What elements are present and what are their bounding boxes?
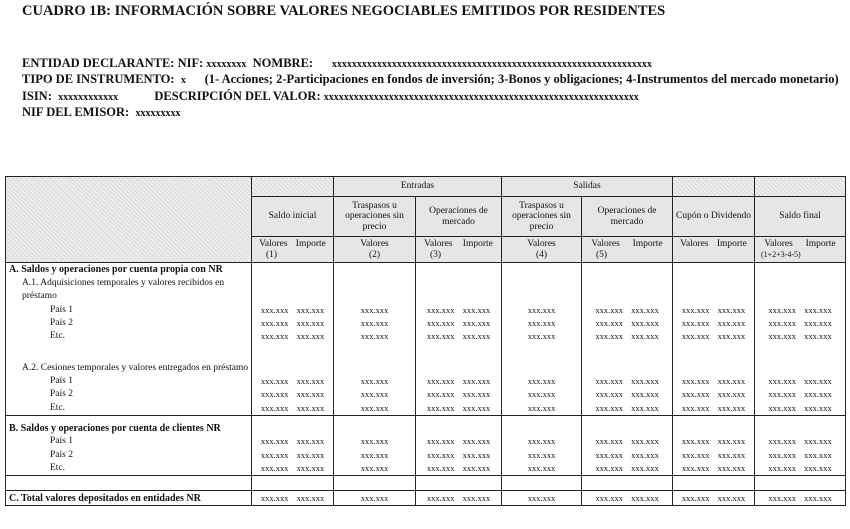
- entidad-line: [22, 56, 652, 71]
- nombre-value: xxxxxxxxxxxxxxxxxxxxxxxxxxxxxxxxxxxxxxxxxxxxxxxxxxxxxxxxxxxxxxxx: [331, 59, 652, 70]
- table-row: [6, 276, 846, 303]
- sub-traspasos-salidas: Valores (4): [502, 237, 582, 263]
- country-label: País 1: [6, 435, 252, 448]
- country-label: País 2: [6, 317, 252, 330]
- header-corner: [6, 177, 252, 263]
- col-traspasos-salidas: Traspasos u operaciones sin precio: [502, 197, 582, 237]
- table-row: Etc. xxx.xxx xxx.xxx xxx.xxx xxx.xxx xxx.xxx xxx.xxx xxx.xxx xxx.xxx xxx.xxx xxx.xxx xxx.xxx xxx.xxx: [6, 401, 846, 415]
- col-cupon-dividendo: Cupón o Dividendo: [673, 197, 755, 237]
- desc-label: DESCRIPCIÓN DEL VALOR:: [154, 89, 321, 103]
- country-label: Etc.: [6, 401, 252, 415]
- table-row: País 2 xxx.xxx xxx.xxx xxx.xxx xxx.xxx xxx.xxx xxx.xxx xxx.xxx xxx.xxx xxx.xxx xxx.xxx xxx.xxx xxx.xxx: [6, 388, 846, 401]
- country-label: País 1: [6, 303, 252, 316]
- table-row: [6, 263, 846, 277]
- tipo-value: x: [180, 75, 186, 86]
- nif-emisor-value: xxxxxxxxx: [135, 108, 181, 119]
- table-row: Etc. xxx.xxx xxx.xxx xxx.xxx xxx.xxx xxx.xxx xxx.xxx xxx.xxx xxx.xxx xxx.xxx xxx.xxx xxx.xxx xxx.xxx: [6, 330, 846, 343]
- table-row: País 1 xxx.xxx xxx.xxx xxx.xxx xxx.xxx xxx.xxx xxx.xxx xxx.xxx xxx.xxx xxx.xxx xxx.xxx xxx.xxx xxx.xxx: [6, 303, 846, 316]
- sub-operaciones-entradas: Valores Importe (3): [416, 237, 502, 263]
- subsection-a2-label: A.2. Cesiones temporales y valores entregados en préstamo: [6, 344, 252, 375]
- sub-cupon: Valores Importe: [673, 237, 755, 263]
- nif-value: xxxxxxxx: [206, 59, 247, 70]
- nif-emisor-line: [22, 105, 180, 120]
- group-entradas: Entradas: [334, 177, 502, 197]
- col-saldo-inicial: Saldo inicial: [252, 197, 334, 237]
- country-label: Etc.: [6, 462, 252, 476]
- table-row-total: C. Total valores depositados en entidades NR xxx.xxx xxx.xxx xxx.xxx xxx.xxx xxx.xxx xxx.xxx xxx.xxx xxx.xxx xxx.xxx xxx.xxx xxx.xxx xxx.xxx: [6, 491, 846, 506]
- isin-label: ISIN:: [22, 89, 52, 103]
- sub-saldo-inicial: Valores Importe (1): [252, 237, 334, 263]
- table-row: País 1 xxx.xxx xxx.xxx xxx.xxx xxx.xxx xxx.xxx xxx.xxx xxx.xxx xxx.xxx xxx.xxx xxx.xxx xxx.xxx xxx.xxx: [6, 375, 846, 388]
- table-row: País 1 xxx.xxx xxx.xxx xxx.xxx xxx.xxx xxx.xxx xxx.xxx xxx.xxx xxx.xxx xxx.xxx xxx.xxx xxx.xxx xxx.xxx: [6, 435, 846, 448]
- isin-value: xxxxxxxxxxxx: [58, 92, 119, 103]
- valores-table: [5, 176, 846, 506]
- col-traspasos-entradas: Traspasos u operaciones sin precio: [334, 197, 416, 237]
- country-label: Etc.: [6, 330, 252, 343]
- desc-value: xxxxxxxxxxxxxxxxxxxxxxxxxxxxxxxxxxxxxxxxxxxxxxxxxxxxxxxxxxxxxxx: [323, 92, 639, 103]
- group-salidas: Salidas: [502, 177, 673, 197]
- col-operaciones-entradas: Operaciones de mercado: [416, 197, 502, 237]
- col-saldo-final: Saldo final: [755, 197, 846, 237]
- isin-line: [22, 89, 639, 104]
- country-label: País 2: [6, 449, 252, 462]
- tipo-line: [22, 72, 839, 87]
- table-row: [6, 422, 846, 435]
- section-b-label: B. Saldos y operaciones por cuenta de clientes NR: [6, 422, 252, 435]
- sub-saldo-final: Valores Importe (1+2+3-4-5): [755, 237, 846, 263]
- section-a-label: A. Saldos y operaciones por cuenta propia con NR: [6, 263, 252, 277]
- sub-traspasos-entradas: Valores (2): [334, 237, 416, 263]
- tipo-desc: (1- Acciones; 2-Participaciones en fondos de inversión; 3-Bonos y obligaciones; 4-Instrumentos del mercado monetario): [204, 72, 839, 86]
- entidad-label: ENTIDAD DECLARANTE:: [22, 56, 175, 70]
- sub-operaciones-salidas: Valores Importe (5): [582, 237, 673, 263]
- table-row: [6, 344, 846, 375]
- table-row: Etc. xxx.xxx xxx.xxx xxx.xxx xxx.xxx xxx.xxx xxx.xxx xxx.xxx xxx.xxx xxx.xxx xxx.xxx xxx.xxx xxx.xxx: [6, 462, 846, 476]
- section-c-label: C. Total valores depositados en entidades NR: [6, 491, 252, 506]
- nombre-label: NOMBRE:: [252, 56, 314, 70]
- nif-emisor-label: NIF DEL EMISOR:: [22, 105, 130, 119]
- tipo-label: TIPO DE INSTRUMENTO:: [22, 72, 175, 86]
- subsection-a1-label: A.1. Adquisiciones temporales y valores recibidos en préstamo: [6, 276, 252, 303]
- country-label: País 1: [6, 375, 252, 388]
- nif-label: NIF:: [177, 56, 204, 70]
- col-operaciones-salidas: Operaciones de mercado: [582, 197, 673, 237]
- table-row: País 2 xxx.xxx xxx.xxx xxx.xxx xxx.xxx xxx.xxx xxx.xxx xxx.xxx xxx.xxx xxx.xxx xxx.xxx xxx.xxx xxx.xxx: [6, 317, 846, 330]
- country-label: País 2: [6, 388, 252, 401]
- table-row: País 2 xxx.xxx xxx.xxx xxx.xxx xxx.xxx xxx.xxx xxx.xxx xxx.xxx xxx.xxx xxx.xxx xxx.xxx xxx.xxx xxx.xxx: [6, 449, 846, 462]
- page-title: CUADRO 1B: INFORMACIÓN SOBRE VALORES NEGOCIABLES EMITIDOS POR RESIDENTES: [22, 3, 666, 19]
